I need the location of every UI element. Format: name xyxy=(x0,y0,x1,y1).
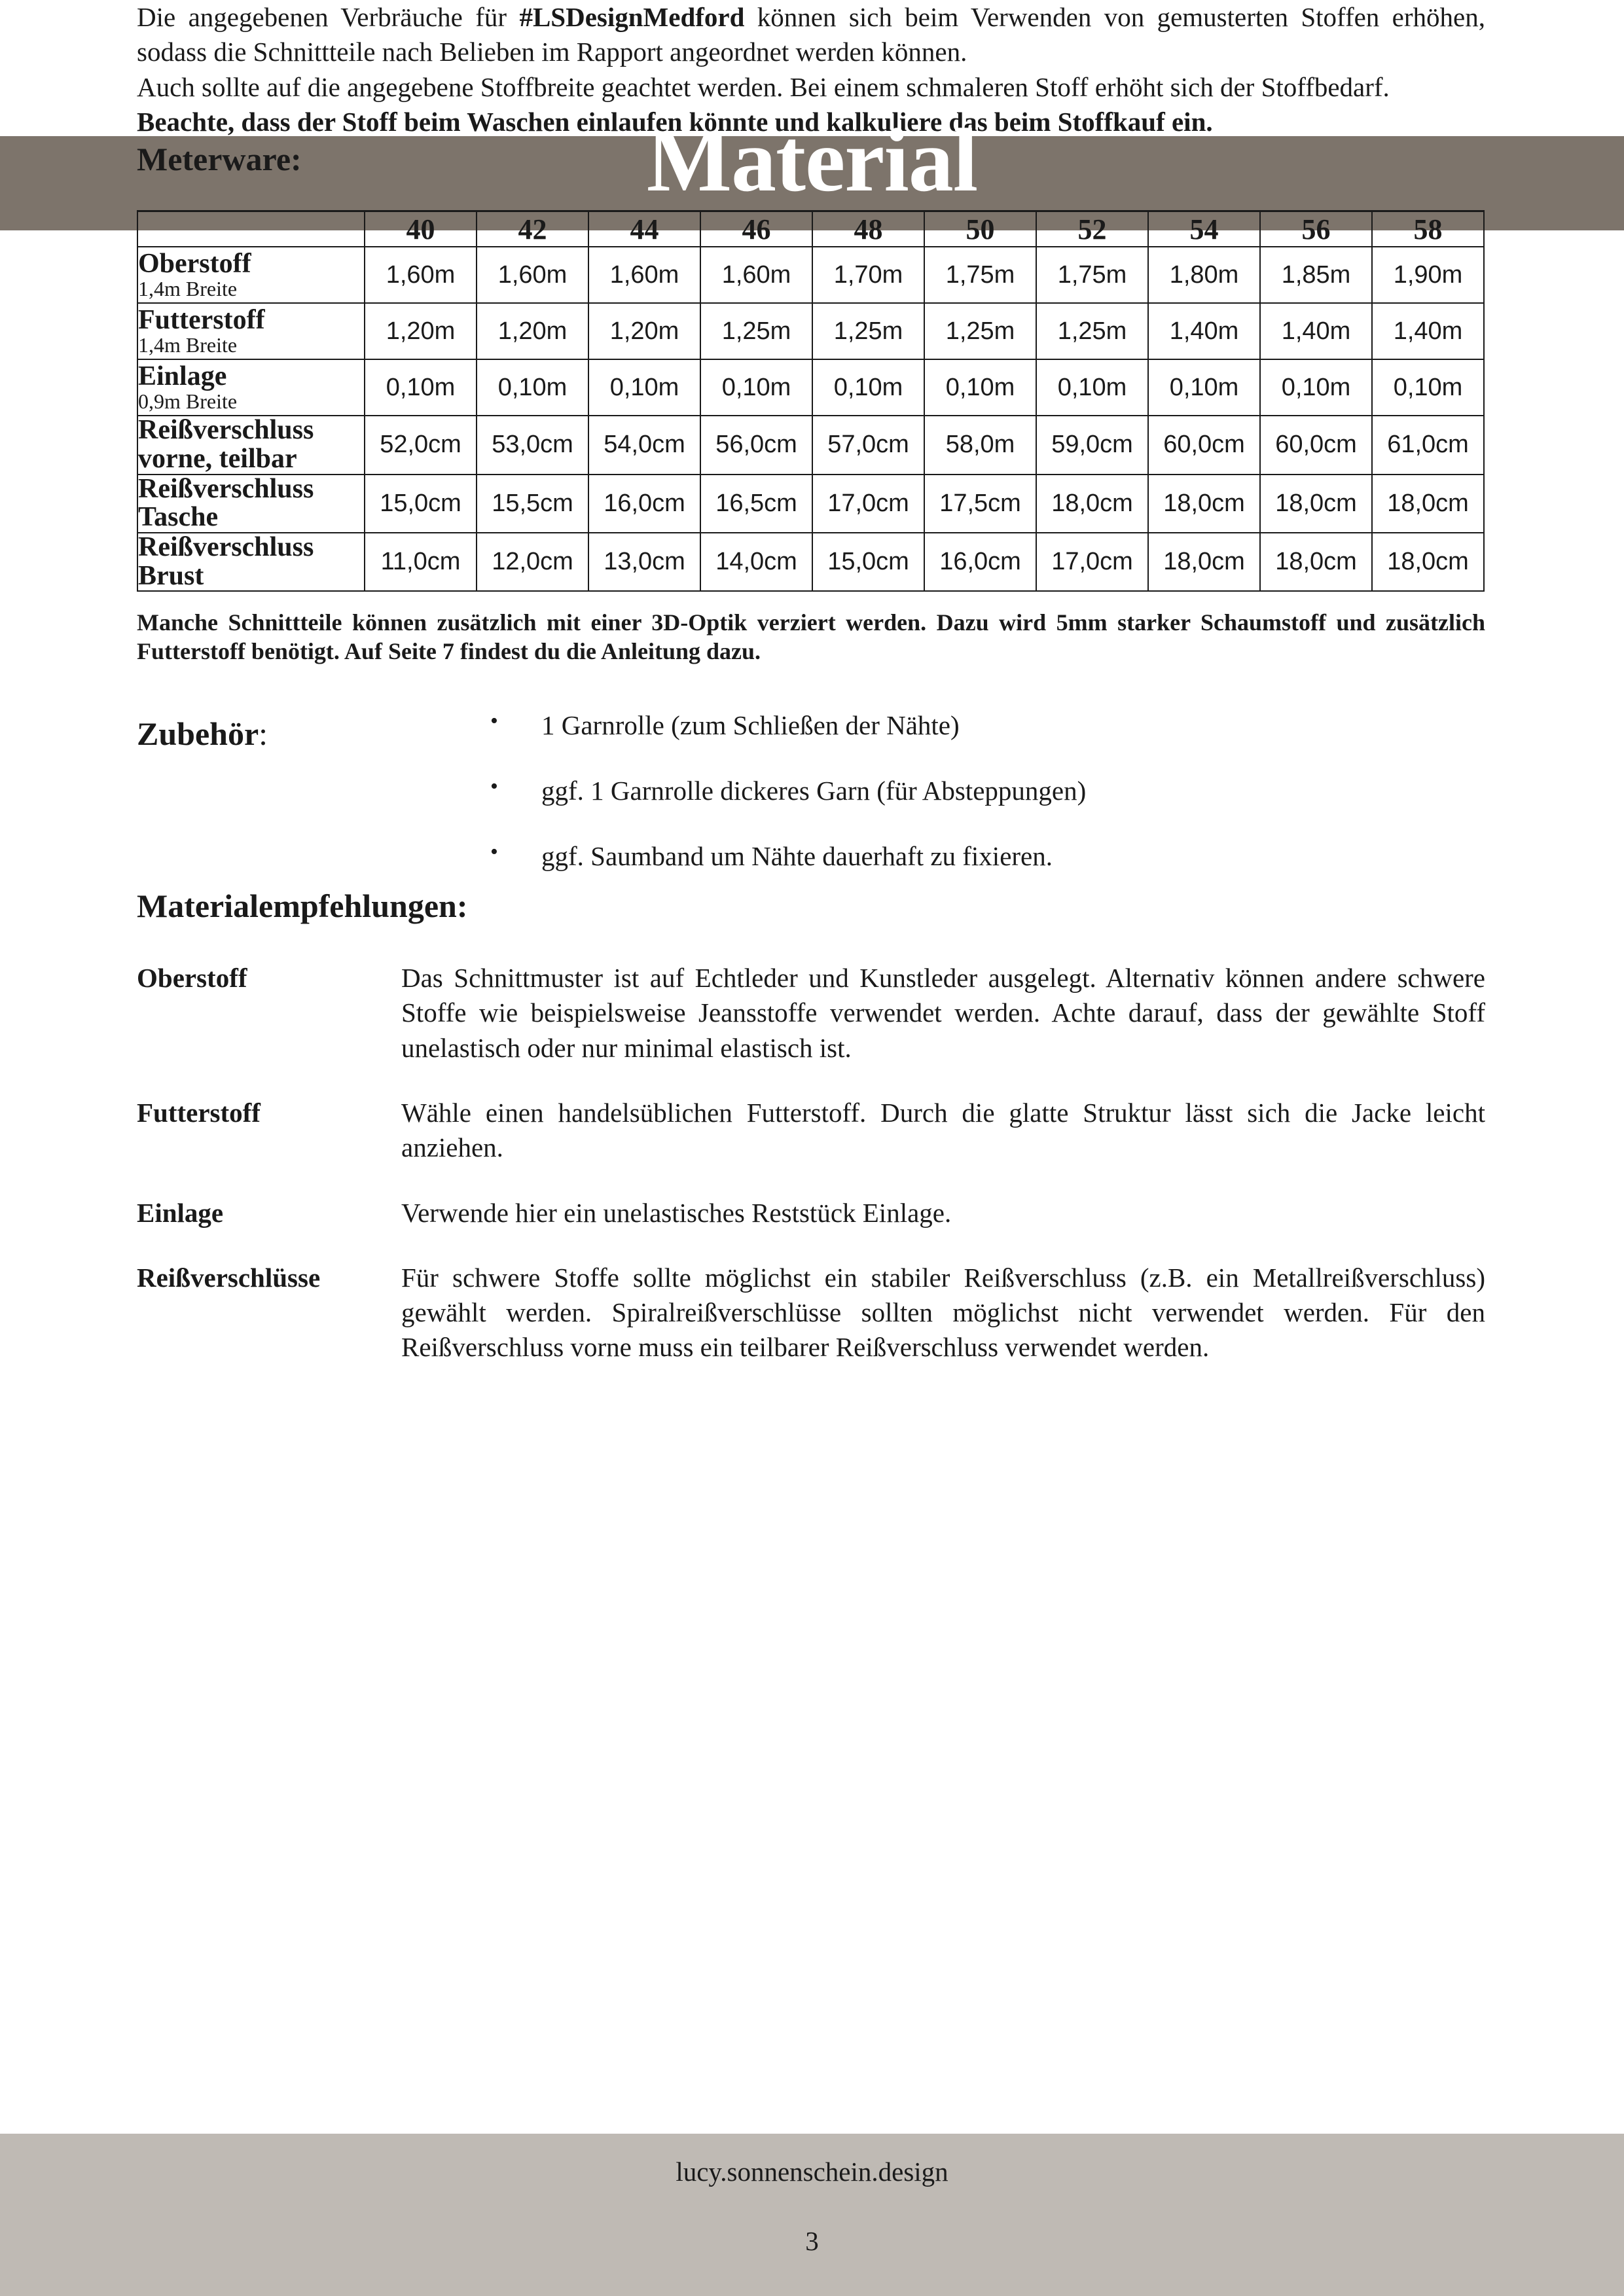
intro-para1-after: können sich beim Verwenden von gemusterten Stoffen erhöhen, sodass die Schnittteile nach Belieben im Rapport angeordnet werden können. xyxy=(137,2,1485,67)
zubehoer-heading-colon: : xyxy=(259,715,268,753)
recommendation-description: Verwende hier ein unelastisches Reststück Einlage. xyxy=(401,1197,952,1228)
row-label-sub: vorne, teilbar xyxy=(138,443,297,474)
row-label-sub: 0,9m Breite xyxy=(138,389,238,414)
cell-oberstoff-52: 1,75m xyxy=(1036,247,1148,303)
cell-rv-tasche-50: 17,5cm xyxy=(924,475,1036,533)
row-label-sub: 1,4m Breite xyxy=(138,333,238,357)
cell-rv-vorne-48: 57,0cm xyxy=(812,416,924,474)
size-header-52: 52 xyxy=(1036,211,1148,247)
cell-futterstoff-58: 1,40m xyxy=(1372,303,1484,359)
cell-rv-vorne-58: 61,0cm xyxy=(1372,416,1484,474)
row-label-futterstoff xyxy=(137,303,365,359)
bullet-icon: • xyxy=(490,774,498,799)
cell-rv-vorne-52: 59,0cm xyxy=(1036,416,1148,474)
size-header-42: 42 xyxy=(477,211,588,247)
cell-rv-brust-58: 18,0cm xyxy=(1372,533,1484,591)
row-label-sub: 1,4m Breite xyxy=(138,277,238,301)
zubehoer-section xyxy=(137,709,1485,886)
cell-futterstoff-44: 1,20m xyxy=(588,303,700,359)
cell-einlage-48: 0,10m xyxy=(812,359,924,416)
table-row xyxy=(137,475,1484,533)
cell-rv-vorne-44: 54,0cm xyxy=(588,416,700,474)
size-header-54: 54 xyxy=(1148,211,1260,247)
size-header-48: 48 xyxy=(812,211,924,247)
cell-rv-vorne-42: 53,0cm xyxy=(477,416,588,474)
cell-futterstoff-54: 1,40m xyxy=(1148,303,1260,359)
cell-einlage-56: 0,10m xyxy=(1260,359,1372,416)
cell-oberstoff-42: 1,60m xyxy=(477,247,588,303)
table-row xyxy=(137,359,1484,416)
cell-rv-brust-54: 18,0cm xyxy=(1148,533,1260,591)
cell-rv-tasche-40: 15,0cm xyxy=(365,475,477,533)
cell-futterstoff-56: 1,40m xyxy=(1260,303,1372,359)
zubehoer-heading-word: Zubehör xyxy=(137,715,259,753)
cell-einlage-58: 0,10m xyxy=(1372,359,1484,416)
bullet-icon: • xyxy=(490,840,498,865)
cell-futterstoff-46: 1,25m xyxy=(700,303,812,359)
cell-oberstoff-40: 1,60m xyxy=(365,247,477,303)
cell-einlage-50: 0,10m xyxy=(924,359,1036,416)
cell-rv-brust-40: 11,0cm xyxy=(365,533,477,591)
cell-futterstoff-40: 1,20m xyxy=(365,303,477,359)
size-header-58: 58 xyxy=(1372,211,1484,247)
cell-futterstoff-42: 1,20m xyxy=(477,303,588,359)
meterware-table xyxy=(137,210,1485,592)
cell-rv-tasche-46: 16,5cm xyxy=(700,475,812,533)
table-row xyxy=(137,416,1484,474)
cell-rv-tasche-42: 15,5cm xyxy=(477,475,588,533)
intro-para1-before: Die angegebenen Verbräuche für xyxy=(137,2,520,32)
intro-para1-hashtag: #LSDesignMedford xyxy=(519,2,745,32)
cell-rv-brust-44: 13,0cm xyxy=(588,533,700,591)
recommendation-row-futterstoff xyxy=(137,1096,1485,1166)
recommendation-term: Futterstoff xyxy=(137,1097,261,1128)
size-header-46: 46 xyxy=(700,211,812,247)
cell-rv-tasche-52: 18,0cm xyxy=(1036,475,1148,533)
cell-oberstoff-50: 1,75m xyxy=(924,247,1036,303)
cell-oberstoff-44: 1,60m xyxy=(588,247,700,303)
cell-rv-tasche-54: 18,0cm xyxy=(1148,475,1260,533)
cell-rv-vorne-56: 60,0cm xyxy=(1260,416,1372,474)
meterware-heading: Meterware: xyxy=(137,141,302,178)
cell-futterstoff-50: 1,25m xyxy=(924,303,1036,359)
row-label-oberstoff xyxy=(137,247,365,303)
cell-rv-tasche-48: 17,0cm xyxy=(812,475,924,533)
page-title: Material xyxy=(646,110,978,210)
row-label-reissverschluss-tasche xyxy=(137,475,365,533)
cell-rv-vorne-46: 56,0cm xyxy=(700,416,812,474)
cell-rv-brust-50: 16,0cm xyxy=(924,533,1036,591)
cell-futterstoff-52: 1,25m xyxy=(1036,303,1148,359)
table-header-row xyxy=(137,211,1484,247)
cell-einlage-44: 0,10m xyxy=(588,359,700,416)
table-note-3d-optik: Manche Schnittteile können zusätzlich mit einer 3D-Optik verziert werden. Dazu wird 5mm starker Schaumstoff und zusätzlich Futterstoff benötigt. Auf Seite 7 findest du die Anleitung dazu. xyxy=(137,609,1485,665)
cell-einlage-40: 0,10m xyxy=(365,359,477,416)
list-item xyxy=(490,775,1472,807)
row-label-main: Futterstoff xyxy=(138,304,265,335)
cell-rv-brust-52: 17,0cm xyxy=(1036,533,1148,591)
intro-paragraph-3-warning: Beachte, dass der Stoff beim Waschen einlaufen könnte und kalkuliere das beim Stoffkauf ein. xyxy=(137,106,1213,137)
cell-rv-tasche-56: 18,0cm xyxy=(1260,475,1372,533)
cell-rv-brust-46: 14,0cm xyxy=(700,533,812,591)
list-item-text: ggf. Saumband um Nähte dauerhaft zu fixieren. xyxy=(541,841,1053,872)
list-item-text: ggf. 1 Garnrolle dickeres Garn (für Absteppungen) xyxy=(541,776,1087,806)
cell-oberstoff-58: 1,90m xyxy=(1372,247,1484,303)
recommendation-term: Einlage xyxy=(137,1197,224,1228)
cell-rv-brust-42: 12,0cm xyxy=(477,533,588,591)
recommendation-description: Das Schnittmuster ist auf Echtleder und Kunstleder ausgelegt. Alternativ können andere schwere Stoffe wie beispielsweise Jeansstoffe verwendet werden. Achte darauf, dass der gewählte Stoff unelastisch oder nur minimal elastisch ist. xyxy=(401,963,1485,1063)
list-item-text: 1 Garnrolle (zum Schließen der Nähte) xyxy=(541,710,960,741)
materialempfehlungen-heading: Materialempfehlungen: xyxy=(137,888,468,925)
footer-site-name: lucy.sonnenschein.design xyxy=(676,2157,948,2187)
recommendation-description: Wähle einen handelsüblichen Futterstoff. Durch die glatte Struktur lässt sich die Jacke leicht anziehen. xyxy=(401,1097,1485,1163)
size-header-56: 56 xyxy=(1260,211,1372,247)
zubehoer-list xyxy=(490,709,1472,873)
cell-rv-tasche-44: 16,0cm xyxy=(588,475,700,533)
recommendation-term: Reißverschlüsse xyxy=(137,1262,321,1293)
recommendation-row-oberstoff xyxy=(137,961,1485,1066)
cell-einlage-54: 0,10m xyxy=(1148,359,1260,416)
cell-rv-brust-48: 15,0cm xyxy=(812,533,924,591)
recommendation-term: Oberstoff xyxy=(137,963,247,994)
size-header-50: 50 xyxy=(924,211,1036,247)
list-item xyxy=(490,840,1472,872)
row-label-sub: Tasche xyxy=(138,502,219,533)
recommendation-row-reissverschluesse xyxy=(137,1261,1485,1365)
row-label-main: Reißverschluss xyxy=(138,531,314,562)
cell-oberstoff-54: 1,80m xyxy=(1148,247,1260,303)
cell-rv-vorne-54: 60,0cm xyxy=(1148,416,1260,474)
table-row xyxy=(137,303,1484,359)
table-corner-cell xyxy=(137,211,365,247)
row-label-reissverschluss-vorne xyxy=(137,416,365,474)
intro-paragraph-2: Auch sollte auf die angegebene Stoffbreite geachtet werden. Bei einem schmaleren Stoff erhöht sich der Stoffbedarf. xyxy=(137,71,1390,102)
zubehoer-heading xyxy=(137,715,268,753)
intro-paragraph-1 xyxy=(137,0,1485,70)
row-label-sub: Brust xyxy=(138,560,204,591)
row-label-reissverschluss-brust xyxy=(137,533,365,591)
cell-rv-vorne-50: 58,0m xyxy=(924,416,1036,474)
table-row xyxy=(137,533,1484,591)
cell-rv-brust-56: 18,0cm xyxy=(1260,533,1372,591)
cell-oberstoff-48: 1,70m xyxy=(812,247,924,303)
row-label-main: Reißverschluss xyxy=(138,415,314,446)
recommendation-description: Für schwere Stoffe sollte möglichst ein stabiler Reißverschluss (z.B. ein Metallreißverschluss) gewählt werden. Spiralreißverschlüsse sollten möglichst nicht verwendet werden. Für den Reißverschluss vorne muss ein teilbarer Reißverschluss verwendet werden. xyxy=(401,1262,1485,1363)
cell-einlage-52: 0,10m xyxy=(1036,359,1148,416)
cell-oberstoff-56: 1,85m xyxy=(1260,247,1372,303)
bullet-icon: • xyxy=(490,709,498,734)
cell-futterstoff-48: 1,25m xyxy=(812,303,924,359)
cell-oberstoff-46: 1,60m xyxy=(700,247,812,303)
cell-einlage-42: 0,10m xyxy=(477,359,588,416)
footer-page-number: 3 xyxy=(805,2226,819,2256)
table-row xyxy=(137,247,1484,303)
size-header-40: 40 xyxy=(365,211,477,247)
size-header-44: 44 xyxy=(588,211,700,247)
list-item xyxy=(490,709,1472,742)
cell-rv-vorne-40: 52,0cm xyxy=(365,416,477,474)
cell-rv-tasche-58: 18,0cm xyxy=(1372,475,1484,533)
row-label-main: Einlage xyxy=(138,361,227,391)
recommendation-row-einlage xyxy=(137,1196,1485,1230)
row-label-einlage xyxy=(137,359,365,416)
row-label-main: Reißverschluss xyxy=(138,473,314,504)
cell-einlage-46: 0,10m xyxy=(700,359,812,416)
row-label-main: Oberstoff xyxy=(138,248,251,279)
